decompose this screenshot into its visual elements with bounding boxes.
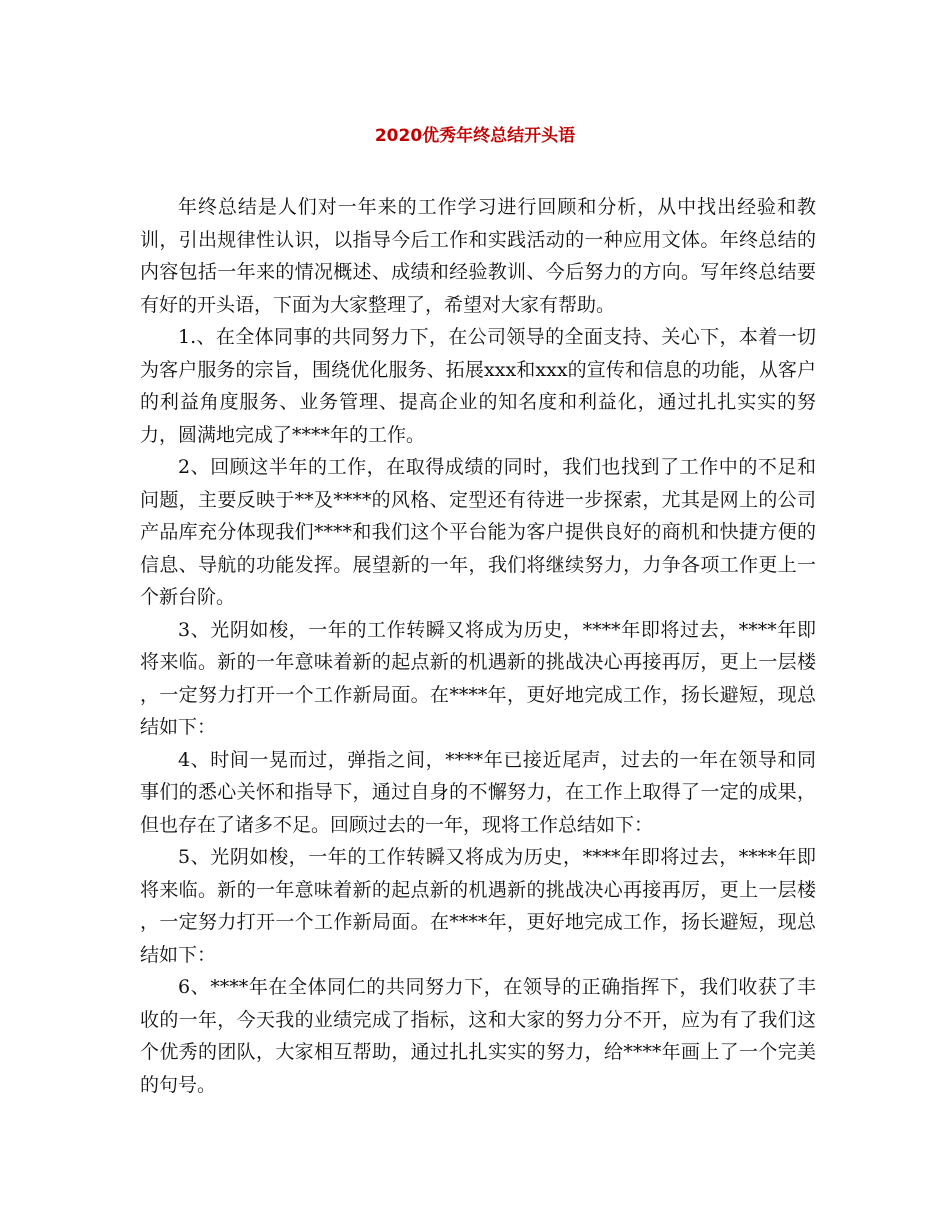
paragraph-2: 2、回顾这半年的工作，在取得成绩的同时，我们也找到了工作中的不足和问题，主要反映于**及****的风格、定型还有待进一步探索，尤其是网上的公司产品库充分体现我们****和我们这个平台能为客户提供良好的商机和快捷方便的信息、导航的功能发挥。展望新的一年，我们将继续努力，力争各项工作更上一个新台阶。 [140, 456, 816, 608]
paragraph-3: 3、光阴如梭，一年的工作转瞬又将成为历史，****年即将过去，****年即将来临。新的一年意味着新的起点新的机遇新的挑战决心再接再厉，更上一层楼 ，一定努力打开一个工作新局面。在****年，更好地完成工作，扬长避短，现总结如下： [140, 618, 816, 738]
document-title: 2020优秀年终总结开头语 [374, 126, 576, 146]
paragraph-1: 1.、在全体同事的共同努力下，在公司领导的全面支持、关心下，本着一切为客户服务的宗旨，围绕优化服务、拓展xxx和xxx的宣传和信息的功能，从客户的利益角度服务、业务管理、提高企业的知名度和利益化，通过扎扎实实的努力，圆满地完成了****年的工作。 [140, 326, 816, 446]
paragraph-4: 4、时间一晃而过，弹指之间，****年已接近尾声，过去的一年在领导和同事们的悉心关怀和指导下，通过自身的不懈努力，在工作上取得了一定的成果，但也存在了诸多不足。回顾过去的一年，现将工作总结如下： [140, 748, 816, 836]
paragraph-intro: 年终总结是人们对一年来的工作学习进行回顾和分析，从中找出经验和教训，引出规律性认识，以指导今后工作和实践活动的一种应用文体。年终总结的内容包括一年来的情况概述、成绩和经验教训、今后努力的方向。写年终总结要有好的开头语，下面为大家整理了，希望对大家有帮助。 [140, 196, 816, 316]
paragraph-5: 5、光阴如梭，一年的工作转瞬又将成为历史，****年即将过去，****年即将来临。新的一年意味着新的起点新的机遇新的挑战决心再接再厉，更上一层楼 ，一定努力打开一个工作新局面。在****年，更好地完成工作，扬长避短，现总结如下： [140, 846, 816, 966]
document-body [140, 191, 816, 1101]
paragraph-6: 6、****年在全体同仁的共同努力下，在领导的正确指挥下，我们收获了丰收的一年，今天我的业绩完成了指标，这和大家的努力分不开，应为有了我们这个优秀的团队，大家相互帮助，通过扎扎实实的努力，给****年画上了一个完美的句号。 [140, 976, 816, 1096]
